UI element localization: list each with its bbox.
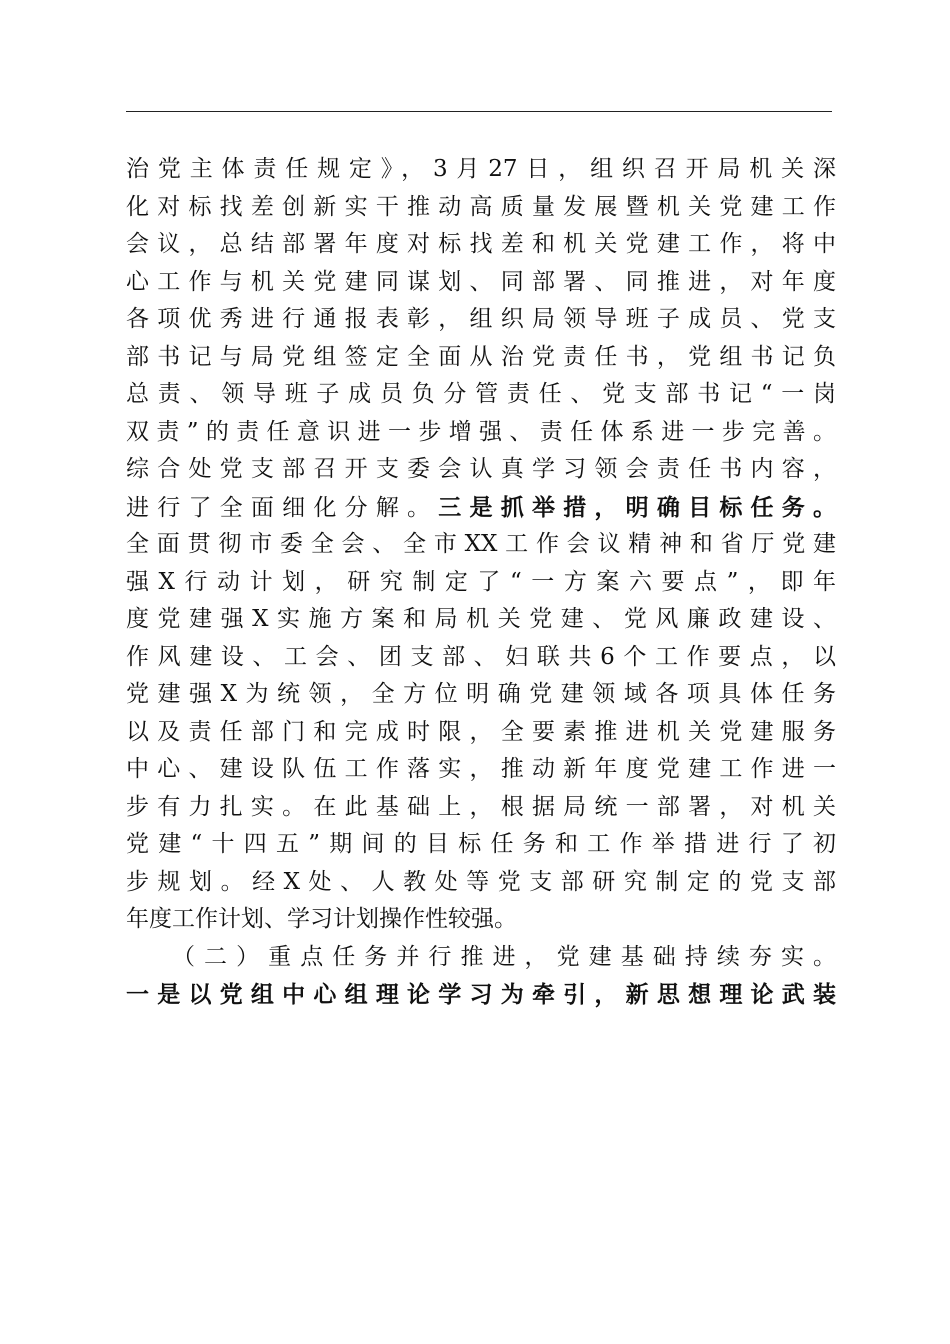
text-line: 步规划。经X处、人教处等党支部研究制定的党支部 — [126, 868, 836, 895]
text-line: 作风建设、工会、团支部、妇联共6个工作要点，以 — [126, 643, 836, 670]
text-line: 年度工作计划、学习计划操作性较强。 — [126, 906, 517, 932]
section-heading: （二）重点任务并行推进，党建基础持续夯实。 — [172, 943, 836, 970]
text-line: 心工作与机关党建同谋划、同部署、同推进，对年度 — [126, 268, 836, 295]
text-line: 会议，总结部署年度对标找差和机关党建工作，将中 — [126, 231, 836, 257]
text-line: 强X行动计划，研究制定了“一方案六要点”，即年 — [126, 568, 836, 595]
text-line: 总责、领导班子成员负分管责任、党支部书记“一岗 — [126, 381, 836, 407]
body-text — [126, 151, 836, 1014]
text-line: 治党主体责任规定》，3月27日，组织召开局机关深 — [126, 156, 836, 182]
text-line: 中心、建设队伍工作落实，推动新年度党建工作进一 — [126, 756, 836, 782]
text-line: 各项优秀进行通报表彰，组织局领导班子成员、党支 — [126, 306, 836, 332]
text-line: 综合处党支部召开支委会认真学习领会责任书内容， — [126, 456, 836, 482]
header-rule — [126, 111, 832, 112]
text-line: 党建“十四五”期间的目标任务和工作举措进行了初 — [126, 831, 836, 857]
text-line: 全面贯彻市委全会、全市XX工作会议精神和省厅党建 — [126, 531, 836, 557]
text-normal: 进行了全面细化分解。 — [126, 494, 439, 521]
text-line-mixed — [126, 489, 836, 527]
text-bold-heading: 三是抓举措，明确目标任务。 — [438, 493, 837, 521]
text-line: 化对标找差创新实干推动高质量发展暨机关党建工作 — [126, 193, 836, 220]
text-line-bold: 一是以党组中心组理论学习为牵引，新思想理论武装 — [126, 981, 836, 1008]
text-line: 部书记与局党组签定全面从治党责任书，党组书记负 — [126, 343, 836, 370]
text-line: 以及责任部门和完成时限，全要素推进机关党建服务 — [126, 718, 836, 745]
text-line: 党建强X为统领，全方位明确党建领域各项具体任务 — [126, 681, 836, 707]
text-line: 度党建强X实施方案和局机关党建、党风廉政建设、 — [126, 606, 836, 632]
text-line: 步有力扎实。在此基础上，根据局统一部署，对机关 — [126, 793, 836, 820]
text-line: 双责”的责任意识进一步增强、责任体系进一步完善。 — [126, 418, 836, 445]
